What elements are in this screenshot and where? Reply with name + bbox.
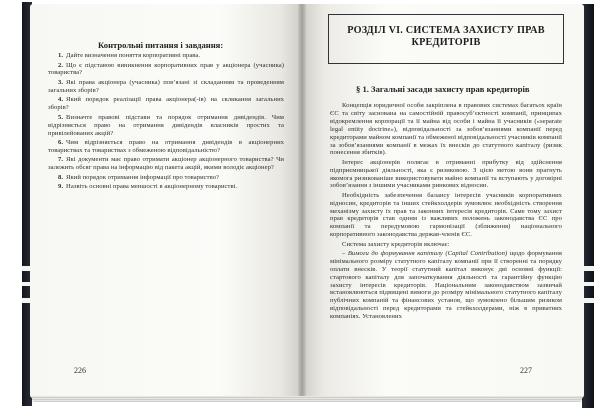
body-text (330, 102, 562, 322)
list-item-capital: – Вимоги до формування капіталу (Capital Contribution) щодо формування мінімального розміру статутного капіталу компанії при її створенні та порядку оплати внесків. У теорії статутний капітал виконує дві основні функції: стартового капіталу для започаткування діяльності та гарантійну функцію захисту інтересів кредиторів. Національним законодавством зазвичай встановлюються підвищені вимоги до розміру мінімального статутного капіталу публічних компаній та фінансових установ, що зумовлено більшим ризиком відповідальності перед кредиторами та стейкхолдерами, ніж в приватних компаніях. Установлених (330, 249, 563, 321)
paragraph: Система захисту кредиторів включає: (342, 240, 450, 248)
question-item: 6. Чим відрізняється право на отримання дивідендів в акціонерних товариствах та товариствах з обмеженою відповідальністю? (48, 139, 284, 154)
list-item-text: щодо формування мінімального розміру статутного капіталу компанії при її створенні та порядку оплати внесків. У теорії статутний капітал виконує дві основні функції: стартового капіталу для започаткування діяльності та гарантійну функцію захисту інтересів кредиторів. Національним законодавством зазвичай встановлюються підвищені вимоги до розміру мінімального статутного капіталу публічних компаній та фінансових установ, що зумовлено більшим ризиком відповідальності перед кредиторами та стейкхолдерами, ніж в приватних компаніях. Установлених (330, 249, 563, 321)
chapter-title-box (328, 14, 564, 64)
page-number-left: 226 (74, 366, 86, 375)
question-item: 9. Назвіть основні права меншості в акціонерному товаристві. (58, 183, 238, 191)
questions-heading: Контрольні питання і завдання: (98, 40, 224, 50)
section-title: § 1. Загальні засади захисту прав кредиторів (356, 84, 530, 94)
paragraph: Необхідність забезпечення балансу інтересів учасників корпоративних відносин, кредиторів та інших стейкхолдерів зумовлює необхідність створення механізму захисту їх прав та законних інтересів кредиторів. Саме тому захист прав кредиторів став одним із важливих положень законодавства ЄС про компанії та передумовою гармонізації (зближення) національного корпоративного законодавства держав-членів ЄС. (330, 191, 562, 239)
questions-list (48, 52, 284, 193)
question-item: 8. Який порядок отримання інформації про товариство? (58, 173, 220, 181)
question-item: 2. Що є підставою виникнення корпоративних прав у акціонера (учасника) товариства? (48, 61, 284, 77)
paragraph: Концепція юридичної особи закріплена в правових системах багатьох країн ЄС та світу заснована на самостійній правосуб’єктності компанії, принципах відокремлення корпорації та її майна від особи і майна її учасників («separate legal entity doctrine»), відповідальності за зобов’язаннями компанії перед кредиторами майном компанії та обмеженої відповідальності учасників компанії за зобов’язаннями компанії в межах їх внесків до статутного капіталу (ризик понесення збитків). (330, 102, 562, 157)
list-item-lead: Вимоги до формування капіталу (Capital Contribution) (347, 249, 508, 257)
book-gutter (298, 4, 306, 398)
question-item: 1. Дайте визначення поняття корпоративні права. (58, 52, 201, 59)
paragraph: Інтерес акціонерів полягає в отриманні прибутку від здійснення підприємницької діяльності, яка є ризиковою. З цією метою вони прагнуть якомога ризикованіше використовувати майно компанії та вступають у договірні зобов’язання з іншими учасниками ринкових відносин. (330, 158, 562, 190)
chapter-title: РОЗДІЛ VI. СИСТЕМА ЗАХИСТУ ПРАВ КРЕДИТОРІВ (347, 25, 545, 48)
question-item: 5. Визначте правові підстави та порядок отримання дивідендів. Чим відрізняється право на отримання дивідендів власників простих та привілейованих акцій? (48, 113, 284, 137)
question-item: 4. Який порядок реалізації права акціонера(-ів) на скликання загальних зборів? (48, 96, 284, 112)
page-edges (32, 396, 582, 402)
question-item: 7. Які документи має право отримати акціонер акціонерного товариства? Чи залежить обсяг права на інформацію від пакета акцій, якими володіє акціонер? (48, 156, 284, 172)
question-item: 3. Які права акціонера (учасника) пов’язані зі складанням та проведенням загальних зборів? (48, 78, 284, 94)
page-number-right: 227 (520, 366, 532, 375)
